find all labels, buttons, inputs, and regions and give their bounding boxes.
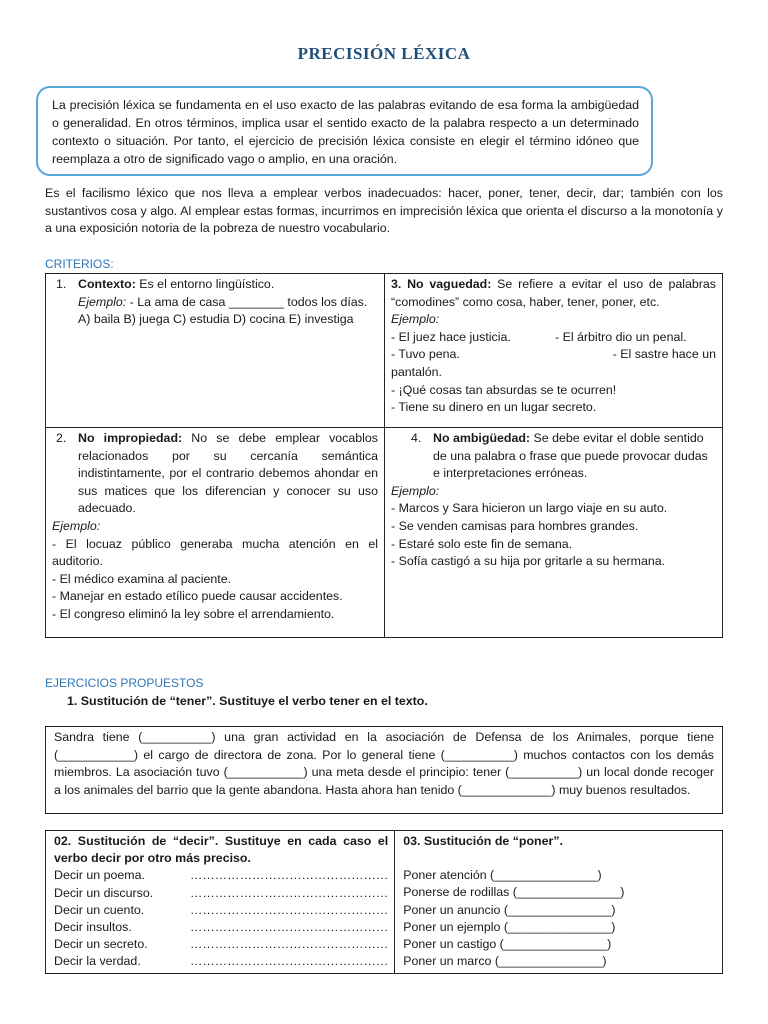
example-line: - Tiene su dinero en un lugar secreto. bbox=[391, 400, 597, 415]
exercises-table bbox=[45, 830, 723, 974]
exercise-3-title: 03. Sustitución de “poner”. bbox=[403, 834, 563, 848]
answer-dots: ………………………………………… bbox=[190, 902, 389, 917]
criterio-label: 3. No vaguedad: bbox=[391, 277, 492, 291]
decir-item-label: Decir insultos. bbox=[54, 920, 132, 935]
answer-dots: ………………………………………… bbox=[190, 920, 389, 935]
criterio-text: Se debe evitar el doble sentido de una palabra o frase que puede provocar dudas e interpretaciones erróneas. bbox=[433, 431, 708, 481]
criterio-text: Es el entorno lingüístico. bbox=[135, 277, 275, 291]
example-line: - El congreso eliminó la ley sobre el arrendamiento. bbox=[52, 606, 335, 621]
example-line: - Sofía castigó a su hija por gritarle a su hermana. bbox=[391, 554, 666, 569]
criterio-no-vaguedad bbox=[385, 274, 723, 428]
criterio-no-impropiedad bbox=[46, 428, 385, 638]
intro-paragraph: Es el facilismo léxico que nos lleva a emplear verbos inadecuados: hacer, poner, tener, decir, dar; también con los sustantivos cosa y algo. Al emplear estas formas, incurrimos en imprecisión léxica que orienta el discurso a la monotonía y a una exposición notoria de la pobreza de nuestro vocabulario. bbox=[45, 186, 723, 235]
definition-text: La precisión léxica se fundamenta en el uso exacto de las palabras evitando de esa forma la ambigüedad o generalidad. En otros términos, implica usar el sentido exacto de la palabra respecto a un determinado contexto o situación. Por tanto, el ejercicio de precisión léxica consiste en elegir el término idóneo que reemplaza a otro de significado vago o amplio, en una oración. bbox=[52, 98, 639, 166]
example-line: - Manejar en estado etílico puede causar accidentes. bbox=[52, 589, 343, 604]
example-text: - La ama de casa ________ todos los días. bbox=[126, 294, 368, 309]
answer-dots: ………………………………………… bbox=[190, 937, 389, 952]
criterios-table bbox=[45, 273, 723, 638]
example-label: Ejemplo: bbox=[78, 294, 127, 309]
exercise-3-cell bbox=[395, 831, 723, 974]
poner-item: Poner un ejemplo (_______________) bbox=[403, 919, 616, 934]
exercise-1-title: 1. Sustitución de “tener”. Sustituye el verbo tener en el texto. bbox=[67, 694, 428, 708]
page-title: PRECISIÓN LÉXICA bbox=[297, 44, 471, 63]
example-line: - Estaré solo este fin de semana. bbox=[391, 536, 573, 551]
example-line: pantalón. bbox=[391, 364, 442, 379]
poner-item: Poner un marco (_______________) bbox=[403, 954, 607, 969]
example-line: - El sastre hace un bbox=[612, 347, 716, 362]
ejercicios-heading: EJERCICIOS PROPUESTOS bbox=[45, 676, 204, 690]
criterio-number: 1. bbox=[56, 277, 67, 291]
decir-item-label: Decir un poema. bbox=[54, 868, 145, 883]
exercise-2-title: 02. Sustitución de “decir”. Sustituye en cada caso el verbo decir por otro más preciso. bbox=[54, 834, 389, 866]
example-line: - El médico examina al paciente. bbox=[52, 571, 232, 586]
criterio-number: 2. bbox=[56, 431, 67, 445]
example-label: Ejemplo: bbox=[52, 518, 101, 533]
criterio-label: Contexto: bbox=[78, 277, 136, 291]
example-label: Ejemplo: bbox=[391, 483, 440, 498]
example-line: - El locuaz público generaba mucha atención en el auditorio. bbox=[52, 536, 378, 569]
poner-item: Poner un anuncio (_______________) bbox=[403, 902, 616, 917]
criterio-label: No impropiedad: bbox=[78, 431, 183, 445]
definition-box bbox=[36, 86, 653, 176]
poner-item: Poner atención (_______________) bbox=[403, 868, 602, 883]
answer-dots: ………………………………………… bbox=[190, 885, 389, 900]
answer-dots: ………………………………………… bbox=[190, 868, 389, 883]
poner-item: Poner un castigo (_______________) bbox=[403, 937, 612, 952]
example-line: - Marcos y Sara hicieron un largo viaje en su auto. bbox=[391, 501, 668, 516]
example-line: - El juez hace justicia. bbox=[391, 329, 511, 344]
criterio-contexto bbox=[46, 274, 385, 428]
criterios-heading: CRITERIOS: bbox=[45, 257, 114, 271]
example-line: - Tuvo pena. bbox=[391, 347, 460, 362]
example-label: Ejemplo: bbox=[391, 312, 440, 327]
decir-item-label: Decir un cuento. bbox=[54, 902, 145, 917]
poner-item: Ponerse de rodillas (_______________) bbox=[403, 885, 625, 900]
criterio-no-ambiguedad bbox=[385, 428, 723, 638]
decir-item-label: Decir un discurso. bbox=[54, 885, 154, 900]
exercise-1-textbox bbox=[45, 726, 723, 814]
answer-dots: ………………………………………… bbox=[190, 954, 389, 969]
example-line: - Se venden camisas para hombres grandes. bbox=[391, 518, 639, 533]
criterio-text: No se debe emplear vocablos relacionados por su cercanía semántica indistintamente, por el contrario debemos ahondar en sus matices que los diferencian y conocer su uso adecuado. bbox=[78, 431, 379, 516]
decir-item-label: Decir un secreto. bbox=[54, 937, 148, 952]
criterio-text: Se refiere a evitar el uso de palabras “comodines” como cosa, haber, tener, poner, etc. bbox=[391, 277, 716, 309]
decir-item-label: Decir la verdad. bbox=[54, 954, 141, 969]
example-line: - El árbitro dio un penal. bbox=[555, 329, 687, 344]
example-options: A) baila B) juega C) estudia D) cocina E) investiga bbox=[78, 312, 354, 327]
criterio-number: 4. bbox=[411, 431, 422, 445]
criterio-label: No ambigüedad: bbox=[433, 431, 531, 445]
example-line: - ¡Qué cosas tan absurdas se te ocurren! bbox=[391, 382, 617, 397]
exercise-1-text: Sandra tiene (__________) una gran actividad en la asociación de Defensa de los Animales, porque tiene (___________) el cargo de directora de zona. Por lo general tiene (__________) muchos contactos con los demás miembros. La asociación tuvo (___________) una meta desde el principio: tener (__________) un local donde recoger a los animales del barrio que la gente abandona. Hasta ahora han tenido (_____________) muy buenos resultados. bbox=[54, 730, 714, 797]
exercise-2-cell bbox=[46, 831, 395, 974]
